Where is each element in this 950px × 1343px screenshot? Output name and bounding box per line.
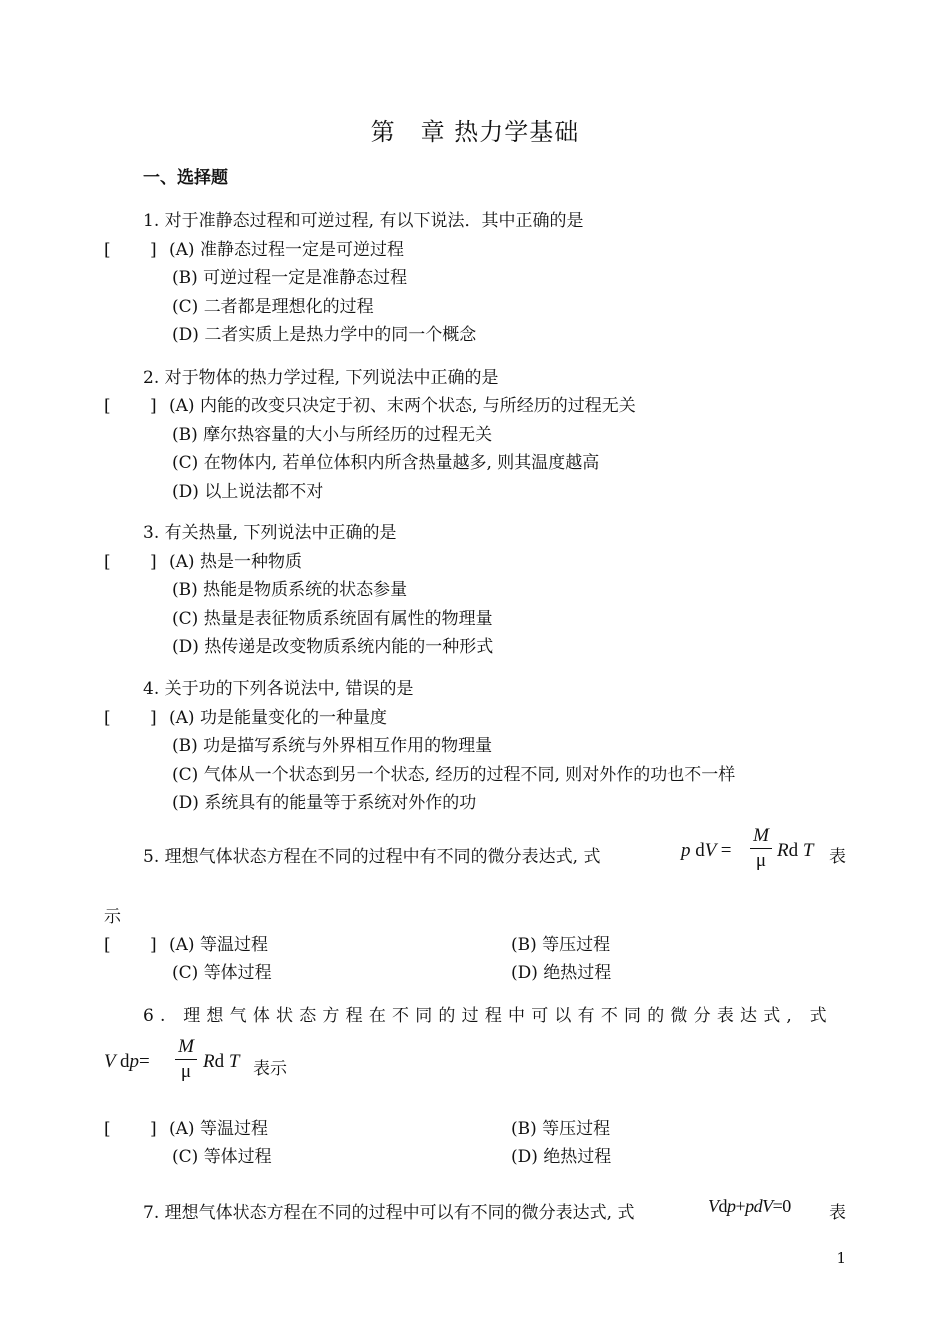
formula-rhs: Rd T: [203, 1051, 240, 1072]
option-b: (B) 可逆过程一定是准静态过程: [172, 268, 408, 288]
question-text: 理想气体状态方程在不同的过程中可以有不同的微分表达式, 式: [164, 1203, 635, 1223]
option-b: (B) 热能是物质系统的状态参量: [172, 580, 408, 600]
formula-fraction: M μ: [750, 825, 772, 872]
option-c: (C) 热量是表征物质系统固有属性的物理量: [172, 609, 493, 629]
question-number: 7.: [143, 1203, 160, 1223]
question-number: 4.: [143, 679, 160, 699]
answer-bracket[interactable]: [ ]: [104, 396, 157, 416]
answer-bracket[interactable]: [ ]: [104, 1119, 157, 1139]
question-number: 1.: [143, 211, 160, 231]
option-b: (B) 功是描写系统与外界相互作用的物理量: [172, 736, 493, 756]
option-a: (A) 等温过程: [169, 1119, 268, 1139]
page-number: 1: [836, 1249, 846, 1267]
question-text: 有关热量, 下列说法中正确的是: [164, 523, 397, 543]
question-text-end: 表: [829, 1203, 846, 1223]
formula-rhs: Rd T: [777, 840, 814, 861]
option-b: (B) 等压过程: [511, 935, 611, 955]
formula-q7: Vdp+pdV=0: [708, 1196, 791, 1216]
option-b: (B) 摩尔热容量的大小与所经历的过程无关: [172, 425, 493, 445]
question-text: 对于准静态过程和可逆过程, 有以下说法．其中正确的是: [164, 211, 584, 231]
option-d: (D) 二者实质上是热力学中的同一个概念: [172, 325, 477, 345]
formula-lhs: p dV =: [681, 840, 732, 861]
question-5-stem: [143, 842, 600, 867]
question-6-stem: [143, 1001, 833, 1026]
question-text: 理想气体状态方程在不同的过程中可以有不同的微分表达式, 式: [183, 1006, 833, 1026]
option-a: (A) 功是能量变化的一种量度: [169, 708, 387, 728]
answer-bracket[interactable]: [ ]: [104, 552, 157, 572]
question-text: 关于功的下列各说法中, 错误的是: [164, 679, 414, 699]
option-c: (C) 二者都是理想化的过程: [172, 297, 374, 317]
option-a: (A) 内能的改变只决定于初、末两个状态, 与所经历的过程无关: [169, 396, 636, 416]
question-3-stem: [143, 518, 396, 543]
question-text: 对于物体的热力学过程, 下列说法中正确的是: [164, 368, 499, 388]
formula-fraction: M μ: [175, 1036, 197, 1083]
option-c: (C) 气体从一个状态到另一个状态, 经历的过程不同, 则对外作的功也不一样: [172, 765, 736, 785]
option-c: (C) 等体过程: [172, 963, 272, 983]
option-c: (C) 在物体内, 若单位体积内所含热量越多, 则其温度越高: [172, 453, 600, 473]
option-a: (A) 准静态过程一定是可逆过程: [169, 240, 404, 260]
option-d: (D) 热传递是改变物质系统内能的一种形式: [172, 637, 494, 657]
page-title: 第 章 热力学基础: [370, 118, 580, 146]
question-number: 2.: [143, 368, 160, 388]
option-d: (D) 系统具有的能量等于系统对外作的功: [172, 793, 477, 813]
question-4-stem: [143, 674, 413, 699]
option-d: (D) 以上说法都不对: [172, 482, 324, 502]
question-2-stem: [143, 363, 498, 388]
question-text-end: 表示: [253, 1059, 287, 1079]
question-text: 理想气体状态方程在不同的过程中有不同的微分表达式, 式: [164, 847, 601, 867]
question-number: 3.: [143, 523, 160, 543]
section-heading: 一、选择题: [143, 168, 228, 188]
option-b: (B) 等压过程: [511, 1119, 611, 1139]
option-c: (C) 等体过程: [172, 1147, 272, 1167]
question-number: 5.: [143, 847, 160, 867]
question-text-continued: 示: [104, 907, 121, 927]
answer-bracket[interactable]: [ ]: [104, 708, 157, 728]
question-1-stem: [143, 206, 583, 231]
formula-lhs: V dp=: [104, 1051, 150, 1072]
option-d: (D) 绝热过程: [511, 963, 612, 983]
option-d: (D) 绝热过程: [511, 1147, 612, 1167]
question-number: 6.: [143, 1006, 172, 1026]
option-a: (A) 热是一种物质: [169, 552, 302, 572]
answer-bracket[interactable]: [ ]: [104, 240, 157, 260]
option-a: (A) 等温过程: [169, 935, 268, 955]
answer-bracket[interactable]: [ ]: [104, 935, 157, 955]
question-7-stem: [143, 1198, 634, 1223]
question-text-end: 表: [829, 847, 846, 867]
